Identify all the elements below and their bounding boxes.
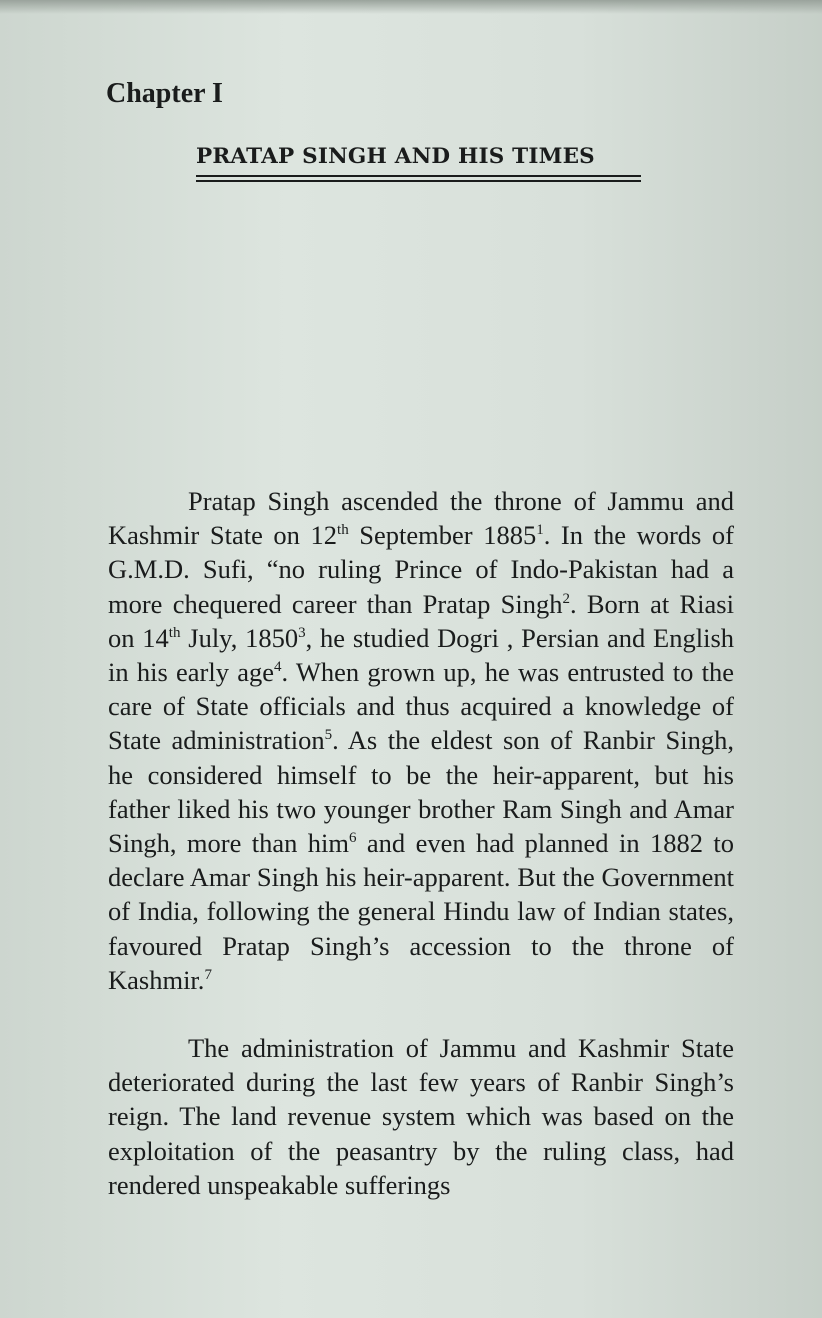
text-run: July, 1850 xyxy=(180,622,299,653)
chapter-title-block xyxy=(196,144,641,182)
chapter-title: PRATAP SINGH AND HIS TIMES xyxy=(196,144,595,169)
page-top-edge xyxy=(0,0,822,14)
paragraph xyxy=(108,484,734,997)
title-underline xyxy=(196,175,641,177)
text-run: . Born at Riasi on 14 xyxy=(108,588,734,653)
footnote-marker: 4 xyxy=(274,659,282,676)
footnote-marker: 1 xyxy=(536,522,544,539)
text-run: . In the words of G.M.D. Sufi, “no ruling Prince of Indo-Pakistan had a more chequered career than Pratap Singh xyxy=(108,520,735,619)
text-run: , he studied Dogri , Persian and English in his early age xyxy=(108,622,735,688)
footnote-marker: 2 xyxy=(562,590,570,607)
chapter-label: Chapter I xyxy=(106,78,223,109)
text-run: Pratap Singh ascended the throne of Jammu and Kashmir State on 12 xyxy=(108,486,734,551)
footnote-marker: th xyxy=(168,624,181,641)
footnote-marker: 6 xyxy=(349,830,357,847)
text-run: . As the eldest son of Ranbir Singh, he considered himself to be the heir-apparent, but his father liked his two younger brother Ram Singh and Amar Singh, more than him xyxy=(108,725,734,859)
footnote-marker: 5 xyxy=(324,727,333,744)
footnote-marker: 7 xyxy=(204,967,212,984)
text-run: September 1885 xyxy=(348,520,537,551)
text-run: . When grown up, he was entrusted to the care of State officials and thus acquired a knowledge of State administration xyxy=(108,657,735,756)
body-text xyxy=(108,484,734,1202)
title-underline-second xyxy=(196,180,641,182)
text-run: and even had planned in 1882 to declare Amar Singh his heir-apparent. But the Government of India, following the general Hindu law of Indian states, favoured Pratap Singh’s accession to the throne of Kashmir. xyxy=(108,828,734,995)
footnote-marker: 3 xyxy=(298,624,306,641)
text-run: The administration of Jammu and Kashmir State deteriorated during the last few years of Ranbir Singh’s reign. The land revenue system which was based on the exploitation of the peasantry by the ruling class, had rendered unspeakable sufferings xyxy=(108,1033,734,1200)
footnote-marker: th xyxy=(337,522,349,539)
paragraph xyxy=(108,1031,734,1202)
